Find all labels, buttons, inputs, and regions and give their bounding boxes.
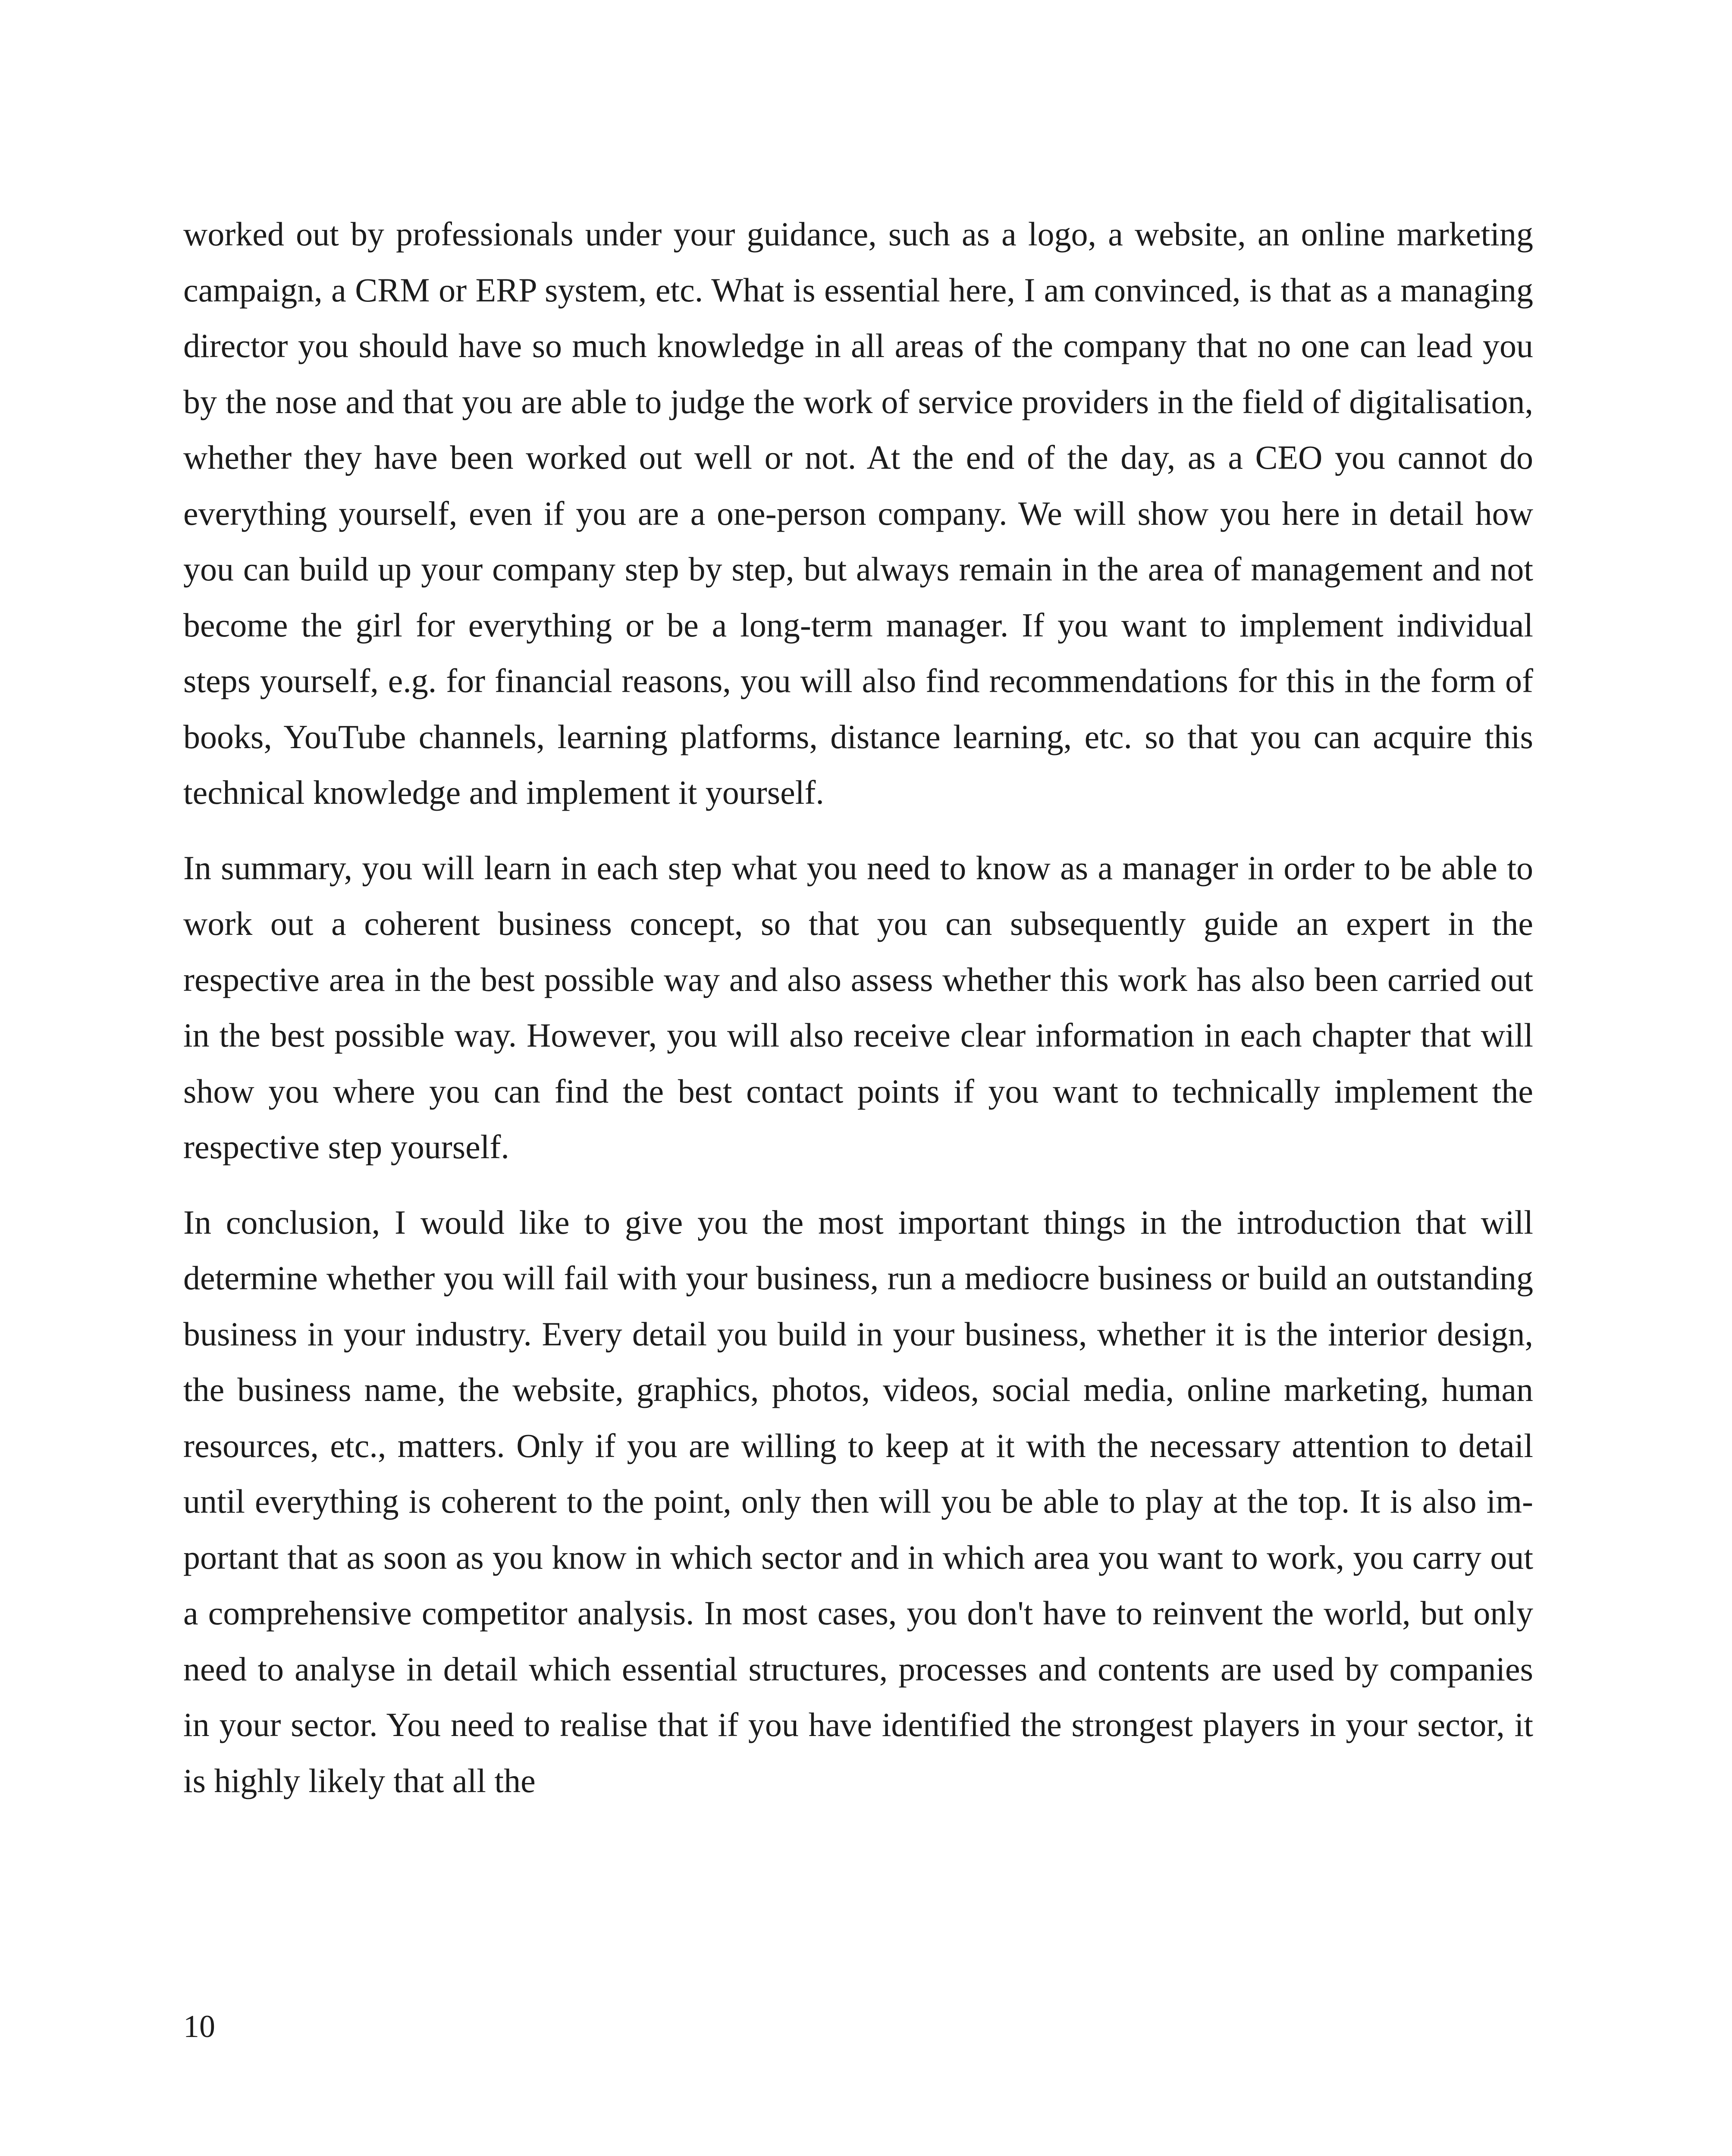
- paragraph-3: In conclusion, I would like to give you the most important things in the introduction that will determine whether you will fail with your business, run a mediocre business or build an outstanding business in your industry. Every detail you build in your business, whether it is the interior design, the business name, the website, graphics, photos, videos, social media, online marketing, human resources, etc., matters. Only if you are willing to keep at it with the necessary attention to detail until everything is coherent to the point, only then will you be able to play at the top. It is also important that as soon as you know in which sector and in which area you want to work, you carry out a comprehensive competitor analysis. In most cases, you don't have to reinvent the world, but only need to analyse in detail which essential structures, processes and contents are used by companies in your sector. You need to realise that if you have identified the strongest players in your sector, it is highly likely that all the: [183, 1203, 1533, 1799]
- paragraph-2: In summary, you will learn in each step what you need to know as a manager in order to be able to work out a coherent business concept, so that you can subsequently guide an expert in the respective area in the best possible way and also assess whether this work has also been carried out in the best possible way. However, you will also receive clear information in each chapter that will show you where you can find the best contact points if you want to technically implement the respective step yourself.: [183, 849, 1533, 1166]
- page-number: 10: [183, 2009, 215, 2044]
- paragraph-1: worked out by professionals under your guidance, such as a logo, a website, an online marketing campaign, a CRM or ERP system, etc. What is essential here, I am convinced, is that as a managing director you should have so much knowledge in all areas of the company that no one can lead you by the nose and that you are able to judge the work of service providers in the field of digitalisation, whether they have been worked out well or not. At the end of the day, as a CEO you cannot do everything yourself, even if you are a one-person company. We will show you here in detail how you can build up your company step by step, but always remain in the area of management and not become the girl for everything or be a long-term manager. If you want to implement individual steps yourself, e.g. for financial reasons, you will also find recommendations for this in the form of books, YouTube channels, learning platforms, distance learning, etc. so that you can acquire this technical knowledge and implement it yourself.: [183, 215, 1533, 811]
- body-text: [183, 206, 1533, 1828]
